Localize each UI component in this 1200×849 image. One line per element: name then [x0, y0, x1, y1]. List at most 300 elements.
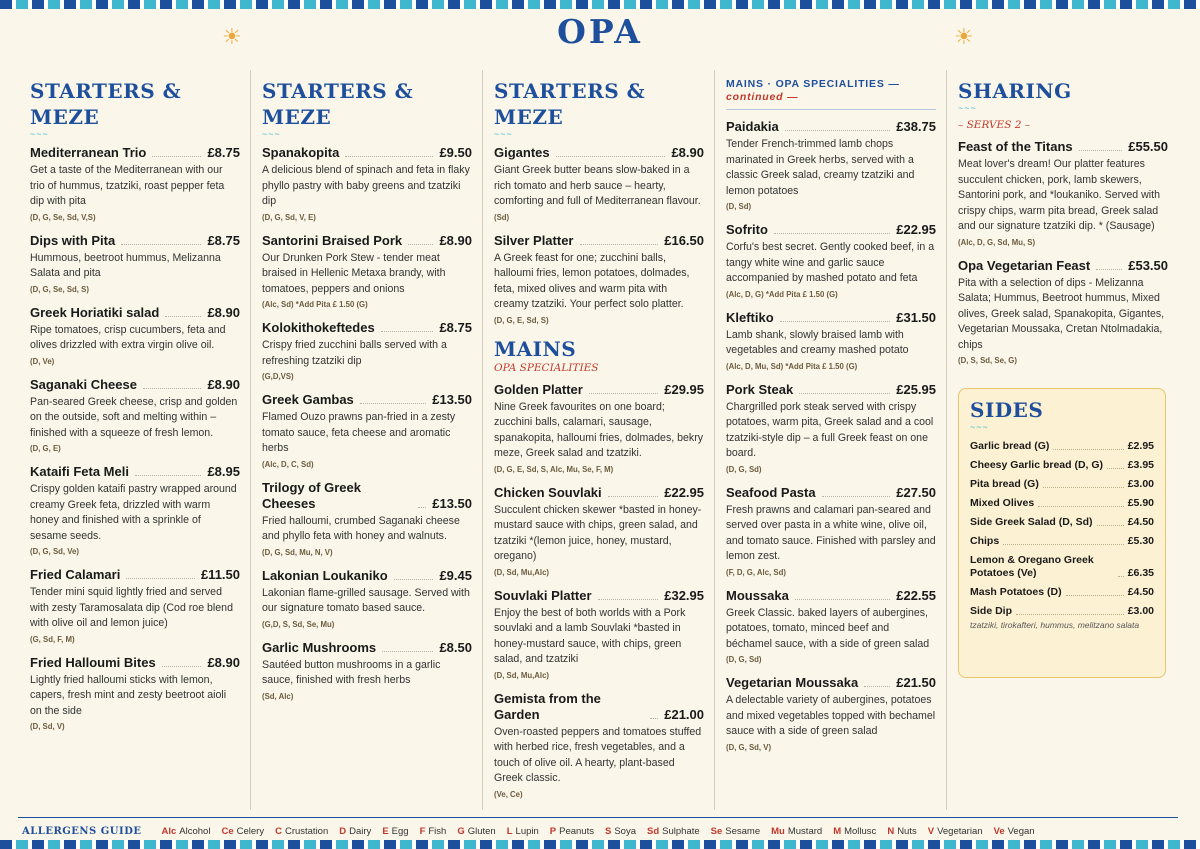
- side-price: £3.00: [1127, 478, 1154, 490]
- dish-name: Kleftiko: [726, 309, 774, 325]
- allergen-label: Soya: [614, 825, 636, 837]
- allergen-label: Sesame: [725, 825, 761, 837]
- dish-price: £13.50: [432, 392, 472, 407]
- allergen-entry: [771, 826, 822, 837]
- dish-allergens: (Alc, Sd) *Add Pita £ 1.50 (G): [262, 300, 368, 309]
- dish-description: Meat lover's dream! Our platter features succulent chicken, pork, lamb skewers, Santorini pork, and *loukaniko. Served with crispy chips, warm pita bread, Greek salad and our signature tzatziki dip. * (Sausage): [958, 158, 1160, 232]
- allergen-code: Ce: [221, 825, 234, 837]
- dish-description: Chargrilled pork steak served with crispy potatoes, warm pita, Greek salad and a cool tzatziki-style dip – a full Greek feast on one board.: [726, 400, 934, 459]
- dish-description: Lightly fried halloumi sticks with lemon, capers, fresh mint and zesty beetroot aioli on the side: [30, 673, 227, 717]
- dish-allergens: (D, Sd, Mu,Alc): [494, 567, 550, 577]
- dish-description: Get a taste of the Mediterranean with our trio of hummus, tzatziki, roast pepper feta dip with pita: [30, 164, 225, 207]
- allergen-label: Alcohol: [179, 825, 211, 837]
- allergen-label: Vegetarian: [937, 825, 983, 837]
- allergen-code: Ve: [993, 825, 1005, 837]
- dish-description: Ripe tomatoes, crisp cucumbers, feta and olives drizzled with extra virgin olive oil.: [30, 323, 226, 351]
- menu-item: [262, 480, 472, 558]
- allergen-entry: [928, 826, 983, 837]
- menu-item: [262, 640, 472, 702]
- dish-price: £22.95: [664, 484, 704, 500]
- dish-price: £13.50: [432, 495, 472, 511]
- dot-leader: [556, 156, 666, 157]
- menu-item: [726, 310, 936, 372]
- dot-leader: [143, 388, 202, 389]
- menu-item-header: [262, 480, 472, 512]
- side-item: [970, 516, 1154, 529]
- dish-description: Sautéed button mushrooms in a garlic sauce, finished with fresh herbs: [262, 658, 441, 686]
- dish-description: Oven-roasted peppers and tomatoes stuffed with herbed rice, fresh vegetables, and a touch of olive oil. A hearty, plant-based Greek classic.: [494, 725, 702, 784]
- heading-rule: [726, 109, 936, 110]
- dish-description: Crispy fried zucchini balls served with a refreshing tzatziki dip: [262, 339, 447, 367]
- dish-name: Opa Vegetarian Feast: [958, 257, 1091, 273]
- top-border-pattern: [0, 0, 1200, 9]
- dish-name: Chicken Souvlaki: [494, 484, 602, 500]
- dot-leader: [774, 233, 890, 234]
- menu-item-header: [262, 392, 472, 408]
- dish-price: £16.50: [664, 232, 704, 248]
- menu-item: [30, 233, 240, 295]
- dish-price: £31.50: [896, 309, 936, 325]
- menu-item-header: [726, 675, 936, 691]
- dot-leader: [162, 666, 202, 667]
- menu-item-header: [494, 691, 704, 723]
- menu-item-header: [494, 145, 704, 161]
- dish-allergens: (G, Sd, F, M): [30, 634, 75, 644]
- side-name: Cheesy Garlic bread (D, G): [970, 459, 1104, 471]
- allergen-code: P: [549, 825, 557, 837]
- dot-leader: [1079, 150, 1123, 151]
- dish-allergens: (G,D, S, Sd, Se, Mu): [262, 619, 335, 629]
- dish-description: Giant Greek butter beans slow-baked in a rich tomato and herb sauce – hearty, comforting and full of Mediterranean flavour.: [494, 164, 701, 207]
- allergen-code: Se: [710, 825, 723, 837]
- allergen-entry: [711, 826, 760, 837]
- dish-name: Fried Halloumi Bites: [30, 654, 156, 670]
- dish-allergens: (D, G, Se, Sd, S): [30, 284, 89, 294]
- menu-item-header: [726, 119, 936, 135]
- allergens-guide-title: ALLERGENS GUIDE: [22, 825, 142, 837]
- menu-item: [494, 382, 704, 475]
- dish-name: Kataifi Feta Meli: [30, 464, 129, 479]
- dish-allergens: (D, G, Sd, Mu, N, V): [262, 547, 333, 557]
- dish-allergens: (D, G, Sd): [726, 464, 762, 474]
- dish-name: Spanakopita: [262, 145, 340, 160]
- menu-item: [262, 233, 472, 311]
- dot-leader: [345, 156, 433, 157]
- menu-item: [726, 119, 936, 212]
- allergen-code: D: [339, 825, 347, 837]
- dot-leader: [360, 403, 426, 404]
- dish-description: Our Drunken Pork Stew - tender meat braised in Hellenic Metaxa brandy, with tomatoes, peppers and onions: [262, 251, 446, 295]
- sides-list: [970, 440, 1154, 618]
- dish-price: £25.95: [896, 381, 936, 397]
- allergen-entry: [647, 826, 700, 837]
- side-item: [970, 586, 1154, 599]
- dish-allergens: (D, G, Sd): [726, 655, 762, 664]
- dish-name: Trilogy of Greek Cheeses: [262, 479, 361, 511]
- dot-leader: [785, 130, 890, 131]
- dish-allergens: (D, G, Sd, V): [726, 742, 772, 752]
- allergen-code: Sd: [647, 825, 660, 837]
- dish-name: Santorini Braised Pork: [262, 232, 403, 248]
- dot-leader: [598, 599, 659, 600]
- dish-name: Souvlaki Platter: [494, 587, 592, 603]
- dot-leader: [1096, 269, 1122, 270]
- allergen-code: G: [457, 825, 465, 837]
- dish-allergens: (Alc, D, Mu, Sd) *Add Pita £ 1.50 (G): [726, 361, 858, 371]
- dish-description: Flamed Ouzo prawns pan-fried in a zesty tomato sauce, feta cheese and aromatic herbs: [262, 411, 456, 454]
- dish-allergens: (D, G, E, Sd, S, Alc, Mu, Se, F, M): [494, 464, 614, 474]
- dish-price: £53.50: [1128, 257, 1168, 273]
- section-title: STARTERS & MEZE: [262, 79, 414, 129]
- menu-item: [494, 588, 704, 681]
- sharing-title: SHARING: [958, 79, 1072, 103]
- allergen-entry: [339, 826, 371, 837]
- menu-item-header: [494, 485, 704, 501]
- dish-allergens: (Sd, Alc): [262, 691, 294, 701]
- dish-name: Garlic Mushrooms: [262, 639, 377, 655]
- dish-name: Mediterranean Trio: [30, 145, 147, 160]
- side-price: £4.50: [1127, 516, 1154, 528]
- dish-price: £8.90: [207, 304, 240, 320]
- dot-leader: [589, 393, 658, 394]
- dot-leader: [382, 651, 433, 652]
- dot-leader: [1107, 468, 1124, 469]
- dish-allergens: (D, Sd, Mu,Alc): [494, 670, 550, 680]
- allergen-code: E: [382, 825, 389, 837]
- side-name: Garlic bread (G): [970, 440, 1050, 452]
- dish-price: £22.55: [896, 587, 936, 603]
- dish-description: Corfu's best secret. Gently cooked beef, in a tangy white wine and garlic sauce accompanied by mashed potato and feta: [726, 241, 935, 284]
- dish-description: Tender mini squid lightly fried and served with zesty Taramosalata dip (Cod roe blend with olive oil and lemon juice): [30, 586, 233, 629]
- side-price: £3.95: [1127, 459, 1154, 471]
- dish-price: £8.75: [207, 232, 240, 248]
- allergen-code: N: [887, 825, 895, 837]
- menu-item: [726, 382, 936, 475]
- dish-allergens: (D, G, E, Sd, S): [494, 315, 549, 325]
- menu-column-1: [30, 74, 240, 742]
- allergen-code: C: [275, 825, 282, 837]
- menu-item: [958, 139, 1168, 248]
- dot-leader: [580, 244, 659, 245]
- squiggle-ornament: ~~~: [262, 129, 281, 139]
- sun-icon: ☀: [222, 24, 242, 49]
- menu-item-header: [262, 640, 472, 656]
- side-price: £2.95: [1127, 440, 1154, 452]
- menu-column-3: [494, 74, 704, 810]
- dish-description: Fried halloumi, crumbed Saganaki cheese and phyllo feta with honey and walnuts.: [262, 514, 460, 542]
- dish-name: Paidakia: [726, 119, 779, 134]
- side-name: Side Dip: [970, 605, 1013, 617]
- dish-description: Pan-seared Greek cheese, crisp and golden on the outside, soft and melting within – finished with a squeeze of fresh lemon.: [30, 395, 238, 439]
- menu-item-header: [30, 233, 240, 249]
- dish-name: Seafood Pasta: [726, 484, 816, 500]
- dish-price: £8.90: [671, 145, 704, 160]
- dish-name: Lakonian Loukaniko: [262, 567, 388, 583]
- allergen-entry: [994, 826, 1035, 837]
- dot-leader: [1097, 525, 1124, 526]
- allergen-label: Vegan: [1007, 825, 1035, 837]
- allergen-entry: [420, 826, 447, 837]
- dish-allergens: (D, Sd, V): [30, 722, 65, 731]
- allergen-code: V: [927, 825, 935, 837]
- continued-heading-text: MAINS · OPA SPECIALITIES —: [726, 78, 900, 90]
- allergen-label: Sulphate: [662, 825, 700, 837]
- dish-allergens: (F, D, G, Alc, Sd): [726, 567, 786, 577]
- dish-allergens: (D, G, Sd, V, E): [262, 212, 316, 222]
- dish-name: Fried Calamari: [30, 567, 121, 582]
- allergen-entry: [275, 826, 328, 837]
- menu-item-header: [958, 139, 1168, 155]
- sun-icon: ☀: [954, 24, 974, 49]
- menu-item: [726, 588, 936, 666]
- allergen-label: Gluten: [467, 825, 496, 837]
- dish-price: £8.50: [439, 639, 472, 655]
- dot-leader: [1003, 544, 1124, 545]
- side-name: Mixed Olives: [970, 497, 1035, 509]
- dish-price: £8.90: [439, 232, 472, 248]
- dot-leader: [394, 579, 434, 580]
- mains-title: MAINS: [494, 336, 577, 361]
- menu-item: [30, 464, 240, 557]
- menu-item-header: [494, 382, 704, 398]
- dish-price: £29.95: [664, 381, 704, 397]
- menu-item: [30, 377, 240, 455]
- allergens-guide: [18, 817, 1178, 844]
- dish-name: Greek Horiatiki salad: [30, 304, 160, 320]
- dot-leader: [381, 331, 434, 332]
- menu-item: [30, 655, 240, 733]
- dot-leader: [822, 496, 891, 497]
- dot-leader: [135, 475, 201, 476]
- dish-allergens: (D, G, Sd, Ve): [30, 547, 79, 556]
- dish-price: £21.50: [896, 675, 936, 690]
- dot-leader: [152, 156, 201, 157]
- menu-item-header: [726, 588, 936, 604]
- dot-leader: [121, 244, 201, 245]
- dot-leader: [165, 316, 201, 317]
- allergen-entry: [833, 826, 876, 837]
- menu-item: [726, 485, 936, 578]
- dish-description: Fresh prawns and calamari pan-seared and served over pasta in a white wine, olive oil, and tomato sauce. Finished with parsley and lemon zest.: [726, 503, 936, 562]
- dot-leader: [1053, 449, 1123, 450]
- side-item: [970, 459, 1154, 472]
- menu-item-header: [958, 258, 1168, 274]
- side-price: £4.50: [1127, 586, 1154, 598]
- side-item: [970, 605, 1154, 618]
- column-divider: [482, 70, 483, 810]
- menu-item-header: [494, 233, 704, 249]
- allergen-code: Mu: [771, 825, 785, 837]
- allergen-code: L: [506, 825, 513, 837]
- column-divider: [714, 70, 715, 810]
- menu-item-header: [30, 305, 240, 321]
- side-item: [970, 535, 1154, 548]
- dish-name: Gemista from the Garden: [494, 690, 601, 722]
- dot-leader: [795, 599, 890, 600]
- menu-item: [262, 568, 472, 630]
- side-item: [970, 478, 1154, 491]
- menu-item-header: [262, 233, 472, 249]
- side-item: [970, 497, 1154, 510]
- dish-allergens: (G,D,VS): [262, 372, 294, 381]
- squiggle-ornament: ~~~: [494, 129, 513, 139]
- menu-item: [958, 258, 1168, 367]
- dish-allergens: (Sd): [494, 212, 510, 222]
- dish-price: £22.95: [896, 222, 936, 237]
- allergen-code: Alc: [161, 825, 177, 837]
- dish-description: Tender French-trimmed lamb chops marinated in Greek herbs, served with a classic Greek salad, creamy tzatziki and lemon potatoes: [726, 138, 915, 197]
- dish-allergens: (D, Ve): [30, 356, 55, 366]
- dish-description: Crispy golden kataifi pastry wrapped around creamy Greek feta, drizzled with warm honey and finished with a sprinkle of sesame seeds.: [30, 483, 237, 542]
- menu-item: [726, 675, 936, 753]
- dish-price: £11.50: [200, 567, 240, 582]
- mains-subtitle: OPA SPECIALITIES: [494, 361, 599, 374]
- sides-title: SIDES: [970, 398, 1044, 422]
- dish-description: Pita with a selection of dips - Melizanna Salata; Hummus, Beetroot hummus, Mixed olives, Greek salad, Spanakopita, Gigantes, Vegetarian Moussaka, Cretan Ntolmadakia, chips: [958, 276, 1165, 351]
- dot-leader: [1038, 506, 1124, 507]
- squiggle-ornament: ~~~: [958, 103, 977, 113]
- dish-description: A delicious blend of spinach and feta in flaky phyllo pastry with baby greens and tzatziki dip: [262, 164, 470, 207]
- dish-allergens: (D, S, Sd, Se, G): [958, 356, 1017, 365]
- menu-item: [494, 233, 704, 326]
- column-divider: [250, 70, 251, 810]
- side-name: Pita bread (G): [970, 478, 1039, 490]
- dish-price: £8.90: [207, 376, 240, 392]
- menu-item-header: [262, 320, 472, 336]
- menu-item-header: [494, 588, 704, 604]
- side-item: [970, 440, 1154, 453]
- allergen-code: S: [605, 825, 612, 837]
- menu-item: [262, 392, 472, 470]
- side-dip-note: tzatziki, tirokafteri, hummus, melitzano salata: [970, 620, 1140, 630]
- dish-name: Silver Platter: [494, 232, 574, 248]
- menu-column-5: [958, 74, 1168, 376]
- allergen-entries: [162, 826, 1046, 837]
- dish-description: Lakonian flame-grilled sausage. Served with our signature tomato based sauce.: [262, 586, 470, 614]
- allergen-label: Nuts: [897, 825, 917, 837]
- dot-leader: [418, 507, 426, 508]
- dish-allergens: (Alc, D, G, Sd, Mu, S): [958, 237, 1036, 247]
- dish-allergens: (Alc, D, G) *Add Pita £ 1.50 (G): [726, 289, 838, 299]
- menu-item: [494, 691, 704, 800]
- menu-item: [494, 485, 704, 578]
- sharing-subtitle: – SERVES 2 –: [958, 119, 1031, 131]
- section-title: STARTERS & MEZE: [30, 79, 182, 129]
- dot-leader: [864, 686, 890, 687]
- side-price: £3.00: [1127, 605, 1154, 617]
- allergen-code: M: [833, 825, 842, 837]
- allergen-entry: [457, 826, 495, 837]
- allergen-entry: [507, 826, 539, 837]
- dish-price: £55.50: [1128, 139, 1168, 154]
- dish-price: £32.95: [664, 587, 704, 603]
- dish-description: Enjoy the best of both worlds with a Pork souvlaki and a lamb Souvlaki *basted in honey-mustard sauce, with chips, green salad, and tzatziki: [494, 606, 686, 665]
- allergen-label: Peanuts: [559, 825, 594, 837]
- dish-price: £38.75: [896, 119, 936, 134]
- allergen-label: Egg: [391, 825, 409, 837]
- dot-leader: [650, 718, 658, 719]
- dish-name: Kolokithokeftedes: [262, 320, 375, 335]
- dot-leader: [799, 393, 890, 394]
- dish-name: Sofrito: [726, 222, 768, 237]
- dish-name: Pork Steak: [726, 381, 794, 397]
- dish-price: £9.45: [439, 567, 472, 583]
- side-price: £5.90: [1127, 497, 1154, 509]
- section-title: STARTERS & MEZE: [494, 79, 646, 129]
- dish-price: £9.50: [439, 145, 472, 160]
- menu-item-header: [726, 310, 936, 326]
- menu-item-header: [30, 567, 240, 583]
- menu-item-header: [30, 655, 240, 671]
- menu-item: [30, 567, 240, 645]
- dish-description: A Greek feast for one; zucchini balls, halloumi fries, lemon potatoes, dolmades, feta, mixed olives and warm pita with creamy tzatziki. Your perfect solo platter.: [494, 251, 690, 310]
- dot-leader: [408, 244, 433, 245]
- dish-price: £21.00: [664, 706, 704, 722]
- allergen-code: F: [419, 825, 426, 837]
- dish-price: £8.95: [207, 464, 240, 479]
- allergen-label: Crustation: [284, 825, 329, 837]
- side-name: Chips: [970, 535, 1000, 547]
- dot-leader: [1066, 595, 1124, 596]
- menu-item-header: [30, 464, 240, 480]
- menu-item-header: [726, 382, 936, 398]
- dish-name: Moussaka: [726, 587, 789, 603]
- dish-name: Feast of the Titans: [958, 139, 1073, 154]
- allergen-entry: [605, 826, 636, 837]
- allergen-label: Mustard: [787, 825, 823, 837]
- menu-item-header: [30, 145, 240, 161]
- dot-leader: [1118, 576, 1124, 577]
- allergen-label: Celery: [236, 825, 265, 837]
- side-price: £6.35: [1127, 567, 1154, 579]
- menu-item: [262, 145, 472, 223]
- allergen-label: Mollusc: [844, 825, 877, 837]
- dish-name: Golden Platter: [494, 381, 583, 397]
- menu-item-header: [262, 145, 472, 161]
- dish-price: £27.50: [896, 484, 936, 500]
- menu-item: [262, 320, 472, 382]
- dish-price: £8.75: [439, 320, 472, 335]
- side-name: Lemon & Oregano Greek Potatoes (Ve): [970, 554, 1094, 579]
- column-divider: [946, 70, 947, 810]
- dish-allergens: (D, G, E): [30, 444, 61, 453]
- dish-description: Succulent chicken skewer *basted in honey-mustard sauce with chips, green salad, and tzatziki *(lemon juice, honey, mustard, oregano): [494, 503, 702, 562]
- dish-description: A delectable variety of aubergines, potatoes and mixed vegetables topped with bechamel sauce with a side of green salad: [726, 694, 936, 737]
- dish-name: Gigantes: [494, 145, 550, 160]
- sides-panel: [958, 388, 1166, 678]
- squiggle-ornament: ~~~: [30, 129, 49, 139]
- dish-allergens: (Ve, Ce): [494, 789, 523, 799]
- side-price: £5.30: [1127, 535, 1154, 547]
- menu-item-header: [30, 377, 240, 393]
- side-name: Side Greek Salad (D, Sd): [970, 516, 1093, 528]
- side-item: [970, 554, 1154, 580]
- allergen-entry: [221, 826, 264, 837]
- squiggle-ornament: ~~~: [970, 422, 989, 432]
- menu-item: [726, 222, 936, 300]
- dish-description: Lamb shank, slowly braised lamb with vegetables and creamy mashed potato: [726, 328, 909, 356]
- dot-leader: [126, 578, 195, 579]
- menu-item: [30, 145, 240, 223]
- allergen-entry: [887, 826, 916, 837]
- allergen-label: Lupin: [515, 825, 539, 837]
- dish-description: Nine Greek favourites on one board; zucchini balls, calamari, sausage, spanakopita, halloumi fries, dolmades, bekry meze, Greek salad and tzatziki.: [494, 400, 704, 459]
- dish-allergens: (D, Sd): [726, 202, 752, 211]
- dish-allergens: (Alc, D, C, Sd): [262, 459, 314, 469]
- dish-allergens: (D, G, Se, Sd, V,S): [30, 212, 96, 222]
- menu-item: [494, 145, 704, 223]
- allergen-entry: [162, 826, 211, 837]
